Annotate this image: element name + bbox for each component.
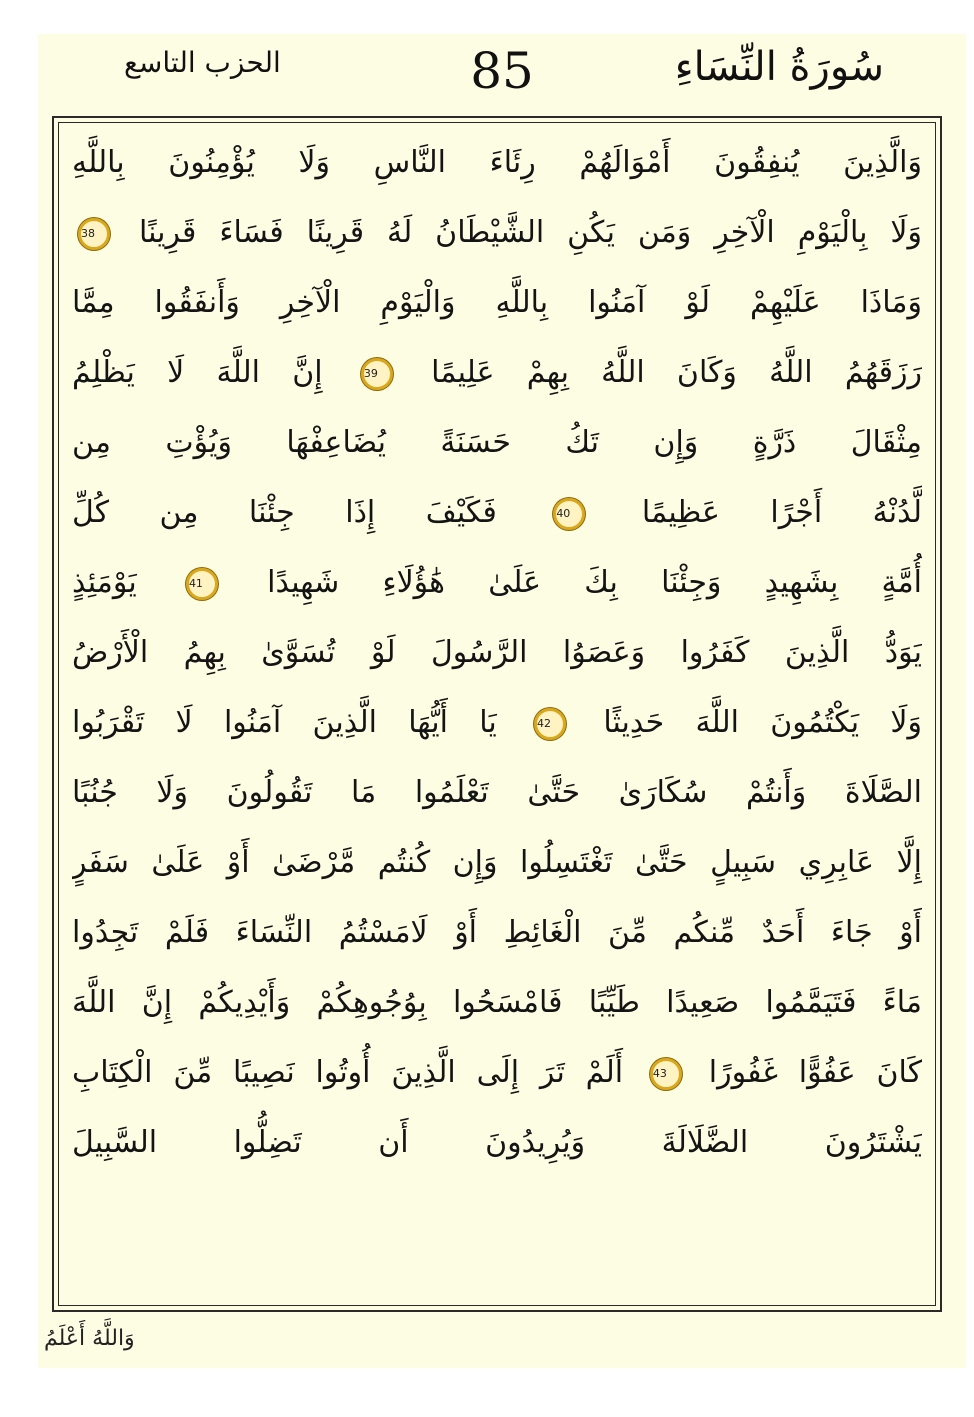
verse-line (72, 898, 922, 968)
verse-line (72, 618, 922, 688)
verse-text: أَوْ جَاءَ أَحَدٌ مِّنكُم مِّنَ الْغَائِطِ أَوْ لَامَسْتُمُ النِّسَاءَ فَلَمْ تَجِدُوا (72, 915, 922, 950)
verse-line (72, 1108, 922, 1178)
verse-text: فَكَيْفَ إِذَا جِئْنَا مِن كُلِّ (72, 495, 497, 530)
mushaf-page (38, 34, 966, 1368)
page-header (38, 34, 966, 116)
surah-name: سُورَةُ النِّسَاءِ (674, 44, 884, 90)
verse-text: إِلَّا عَابِرِي سَبِيلٍ حَتَّىٰ تَغْتَسِلُوا وَإِن كُنتُم مَّرْضَىٰ أَوْ عَلَىٰ سَفَرٍ (72, 845, 922, 880)
verse-text: أَلَمْ تَرَ إِلَى الَّذِينَ أُوتُوا نَصِيبًا مِّنَ الْكِتَابِ (72, 1055, 624, 1090)
ayah-number-marker: 40 (553, 498, 585, 530)
verse-text: رَزَقَهُمُ اللَّهُ وَكَانَ اللَّهُ بِهِمْ عَلِيمًا (431, 355, 922, 390)
page-number: 85 (470, 42, 534, 100)
hizb-name: الحزب التاسع (124, 46, 281, 79)
verse-line (72, 268, 922, 338)
verse-line (72, 198, 922, 268)
ayah-number-marker: 43 (650, 1058, 682, 1090)
verse-text: الصَّلَاةَ وَأَنتُمْ سُكَارَىٰ حَتَّىٰ تَعْلَمُوا مَا تَقُولُونَ وَلَا جُنُبًا (72, 775, 922, 810)
verse-text: يَا أَيُّهَا الَّذِينَ آمَنُوا لَا تَقْرَبُوا (72, 705, 497, 740)
verse-text: يَشْتَرُونَ الضَّلَالَةَ وَيُرِيدُونَ أَن تَضِلُّوا السَّبِيلَ (72, 1125, 922, 1160)
text-frame (52, 116, 942, 1312)
ayah-number-marker: 39 (361, 358, 393, 390)
verse-text: مِثْقَالَ ذَرَّةٍ وَإِن تَكُ حَسَنَةً يُضَاعِفْهَا وَيُؤْتِ مِن (72, 425, 922, 460)
verse-text: كَانَ عَفُوًّا غَفُورًا (708, 1055, 922, 1090)
verse-line (72, 828, 922, 898)
verse-line (72, 548, 922, 618)
verse-text: وَالَّذِينَ يُنفِقُونَ أَمْوَالَهُمْ رِئَاءَ النَّاسِ وَلَا يُؤْمِنُونَ بِاللَّهِ (72, 145, 922, 180)
ayah-number-marker: 38 (78, 218, 110, 250)
verse-text: وَلَا بِالْيَوْمِ الْآخِرِ وَمَن يَكُنِ الشَّيْطَانُ لَهُ قَرِينًا فَسَاءَ قَرِينًا (138, 215, 922, 250)
ayah-number-marker: 41 (186, 568, 218, 600)
verse-text: إِنَّ اللَّهَ لَا يَظْلِمُ (72, 355, 323, 390)
catchword: وَاللَّهُ أَعْلَمُ (44, 1326, 135, 1351)
verse-line (72, 1038, 922, 1108)
verse-text: يَوْمَئِذٍ (72, 565, 137, 600)
verse-line (72, 128, 922, 198)
verse-line (72, 758, 922, 828)
verse-line (72, 338, 922, 408)
verse-line (72, 688, 922, 758)
verse-text: لَّدُنْهُ أَجْرًا عَظِيمًا (641, 495, 922, 530)
verse-line (72, 408, 922, 478)
verse-text: وَلَا يَكْتُمُونَ اللَّهَ حَدِيثًا (603, 705, 922, 740)
verse-text: يَوَدُّ الَّذِينَ كَفَرُوا وَعَصَوُا الرَّسُولَ لَوْ تُسَوَّىٰ بِهِمُ الْأَرْضُ (72, 635, 922, 670)
verse-line (72, 968, 922, 1038)
verse-text: مَاءً فَتَيَمَّمُوا صَعِيدًا طَيِّبًا فَامْسَحُوا بِوُجُوهِكُمْ وَأَيْدِيكُمْ إِنَّ اللَّهَ (72, 985, 922, 1020)
verse-lines (72, 128, 922, 1178)
ayah-number-marker: 42 (534, 708, 566, 740)
verse-text: وَمَاذَا عَلَيْهِمْ لَوْ آمَنُوا بِاللَّهِ وَالْيَوْمِ الْآخِرِ وَأَنفَقُوا مِمَّا (72, 285, 922, 320)
verse-text: أُمَّةٍ بِشَهِيدٍ وَجِئْنَا بِكَ عَلَىٰ هَٰؤُلَاءِ شَهِيدًا (267, 565, 922, 600)
verse-line (72, 478, 922, 548)
